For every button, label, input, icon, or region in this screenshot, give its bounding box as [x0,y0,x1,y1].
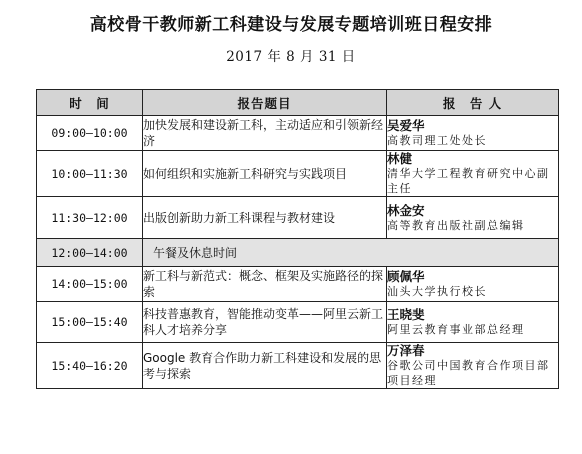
speaker-title: 汕头大学执行校长 [387,285,487,298]
speaker-cell [387,197,559,239]
table-header-row [37,90,559,116]
speaker-cell [387,116,559,151]
time-cell: 12:00—14:00 [37,239,143,267]
time-cell: 10:00—11:30 [37,151,143,197]
speaker-cell [387,267,559,302]
speaker-cell [387,302,559,343]
speaker-title: 清华大学工程教育研究中心副主任 [387,167,550,195]
speaker-name: 林健 [387,151,413,166]
speaker-name: 王晓斐 [387,307,425,322]
time-cell: 11:30—12:00 [37,197,143,239]
break-label: 午餐及休息时间 [143,239,559,267]
time-cell: 14:00—15:00 [37,267,143,302]
header-speaker: 报 告 人 [387,90,559,116]
time-cell: 15:00—15:40 [37,302,143,343]
header-topic: 报告题目 [143,90,387,116]
topic-cell: 加快发展和建设新工科，主动适应和引领新经济 [143,116,387,151]
speaker-name: 万泽春 [387,343,425,358]
speaker-name: 顾佩华 [387,269,425,284]
speaker-cell [387,343,559,389]
time-cell: 09:00—10:00 [37,116,143,151]
speaker-title: 阿里云教育事业部总经理 [387,323,525,336]
topic-cell: Google 教育合作助力新工科建设和发展的思考与探索 [143,343,387,389]
topic-cell: 新工科与新范式：概念、框架及实施路径的探索 [143,267,387,302]
table-row [37,197,559,239]
time-cell: 15:40—16:20 [37,343,143,389]
page-title: 高校骨干教师新工科建设与发展专题培训班日程安排 [89,15,493,35]
table-row [37,267,559,302]
speaker-title: 高等教育出版社副总编辑 [387,218,525,232]
table-row [37,151,559,197]
header-time: 时 间 [37,90,143,116]
speaker-name: 吴爱华 [387,118,425,133]
table-row [37,302,559,343]
speaker-name: 林金安 [387,202,425,218]
table-row [37,343,559,389]
table-row [37,116,559,151]
schedule-table [36,89,559,389]
event-date: 2017 年 8 月 31 日 [226,49,356,65]
topic-cell: 如何组织和实施新工科研究与实践项目 [143,151,387,197]
topic-cell: 科技普惠教育，智能推动变革——阿里云新工科人才培养分享 [143,302,387,343]
speaker-title: 高教司理工处处长 [387,134,487,147]
speaker-title: 谷歌公司中国教育合作项目部项目经理 [387,359,550,387]
topic-cell: 出版创新助力新工科课程与教材建设 [143,197,387,239]
speaker-cell [387,151,559,197]
break-row [37,239,559,267]
